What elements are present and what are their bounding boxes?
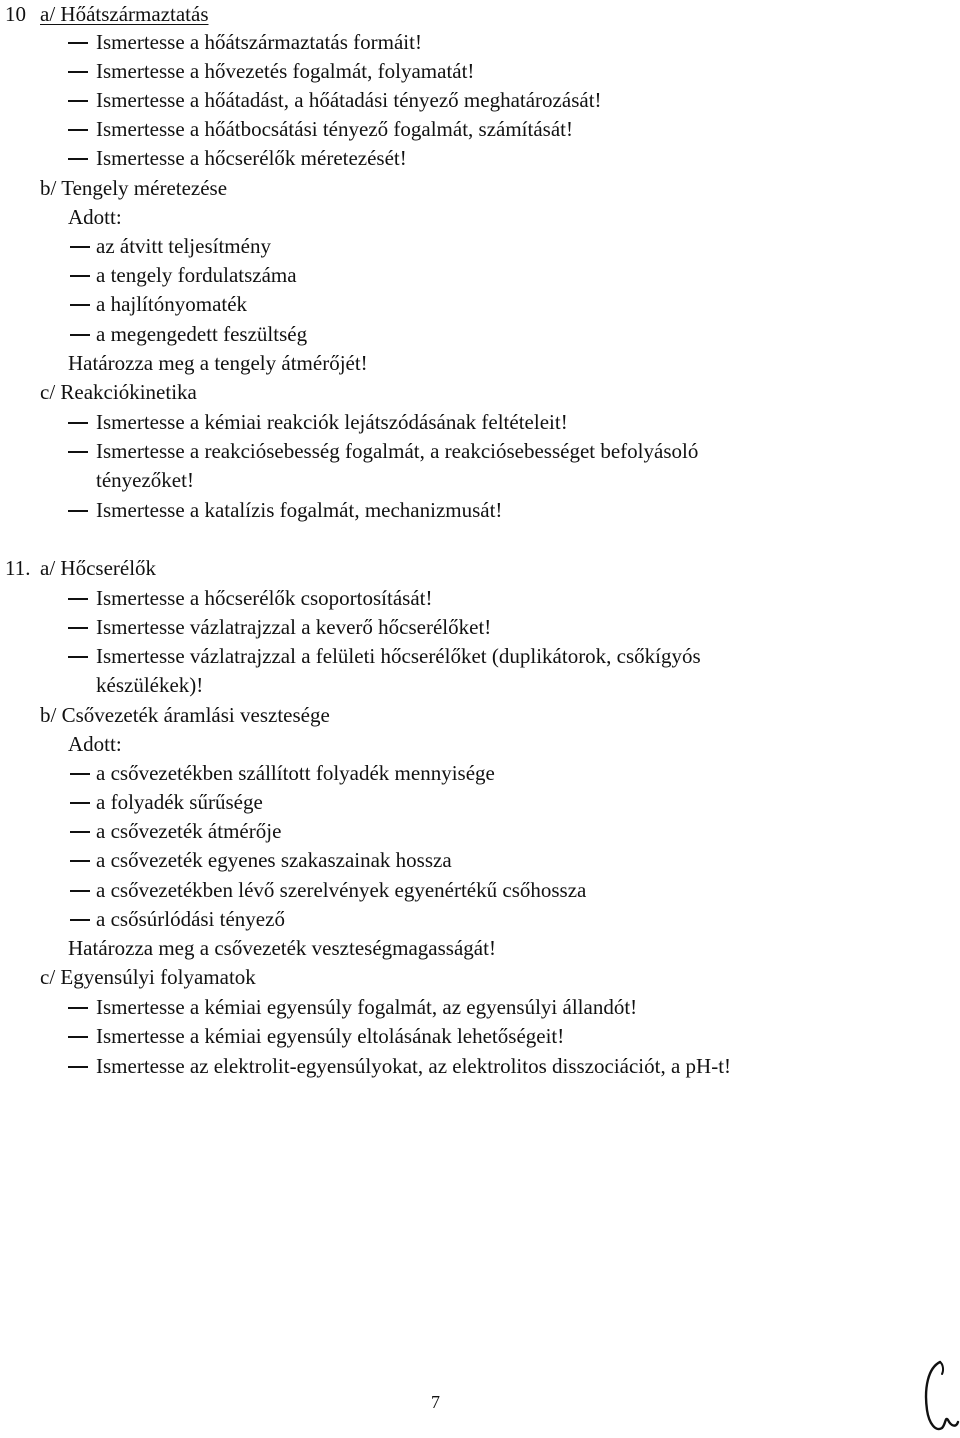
list-item: a megengedett feszültség (96, 322, 308, 346)
dash-bullet (68, 510, 88, 512)
list-item: Ismertesse a hőátbocsátási tényező fogalmát, számítását! (96, 117, 573, 141)
section-heading-10a: a/ Hőátszármaztatás (40, 2, 209, 26)
list-item: a tengely fordulatszáma (96, 263, 297, 287)
section-heading-10c: c/ Reakciókinetika (40, 380, 197, 404)
task-text: Határozza meg a tengely átmérőjét! (68, 351, 368, 375)
dash-bullet (68, 422, 88, 424)
dash-bullet (68, 1036, 88, 1038)
list-item: a csővezetékben szállított folyadék mennyisége (96, 761, 495, 785)
list-item-continuation: tényezőket! (96, 468, 194, 492)
list-item: Ismertesse a hőcserélők méretezését! (96, 146, 407, 170)
dash-bullet (68, 100, 88, 102)
dash-bullet (68, 451, 88, 453)
question-number-11: 11. (5, 556, 31, 580)
list-item: Ismertesse a kémiai reakciók lejátszódásának feltételeit! (96, 410, 568, 434)
section-heading-10b: b/ Tengely méretezése (40, 176, 228, 200)
list-item: Ismertesse a hőátszármaztatás formáit! (96, 30, 422, 54)
list-item: a csősúrlódási tényező (96, 907, 285, 931)
list-item: Ismertesse a kémiai egyensúly eltolásának lehetőségeit! (96, 1024, 565, 1048)
list-item: Ismertesse az elektrolit-egyensúlyokat, az elektrolitos disszociációt, a pH-t! (96, 1054, 732, 1078)
dash-bullet (70, 831, 90, 833)
dash-bullet (70, 860, 90, 862)
dash-bullet (70, 919, 90, 921)
section-heading-11c: c/ Egyensúlyi folyamatok (40, 965, 256, 989)
dash-bullet (68, 598, 88, 600)
dash-bullet (68, 129, 88, 131)
list-item: a csővezeték egyenes szakaszainak hossza (96, 848, 452, 872)
dash-bullet (70, 890, 90, 892)
list-item: Ismertesse vázlatrajzzal a felületi hőcserélőket (duplikátorok, csőkígyós (96, 644, 701, 668)
list-item-continuation: készülékek)! (96, 673, 204, 697)
dash-bullet (70, 246, 90, 248)
section-heading-11b: b/ Csővezeték áramlási vesztesége (40, 703, 330, 727)
dash-bullet (68, 1066, 88, 1068)
dash-bullet (68, 656, 88, 658)
list-item: a csővezetékben lévő szerelvények egyenértékű csőhossza (96, 878, 587, 902)
list-item: Ismertesse a hővezetés fogalmát, folyamatát! (96, 59, 475, 83)
list-item: Ismertesse a kémiai egyensúly fogalmát, az egyensúlyi állandót! (96, 995, 638, 1019)
dash-bullet (70, 275, 90, 277)
list-item: a hajlítónyomaték (96, 292, 248, 316)
dash-bullet (70, 802, 90, 804)
dash-bullet (68, 627, 88, 629)
question-number-10: 10 (5, 2, 26, 26)
section-heading-11a: a/ Hőcserélők (40, 556, 157, 580)
task-text: Határozza meg a csővezeték veszteségmagasságát! (68, 936, 496, 960)
list-item: az átvitt teljesítmény (96, 234, 271, 258)
given-label: Adott: (68, 732, 122, 756)
page-number: 7 (431, 1392, 440, 1412)
list-item: Ismertesse vázlatrajzzal a keverő hőcserélőket! (96, 615, 492, 639)
dash-bullet (70, 334, 90, 336)
list-item: a folyadék sűrűsége (96, 790, 263, 814)
dash-bullet (68, 71, 88, 73)
dash-bullet (68, 158, 88, 160)
list-item: Ismertesse a reakciósebesség fogalmát, a reakciósebességet befolyásoló (96, 439, 699, 463)
dash-bullet (70, 773, 90, 775)
given-label: Adott: (68, 205, 122, 229)
list-item: Ismertesse a hőátadást, a hőátadási tényező meghatározását! (96, 88, 602, 112)
dash-bullet (68, 1007, 88, 1009)
dash-bullet (70, 304, 90, 306)
dash-bullet (68, 42, 88, 44)
list-item: a csővezeték átmérője (96, 819, 282, 843)
list-item: Ismertesse a katalízis fogalmát, mechanizmusát! (96, 498, 503, 522)
list-item: Ismertesse a hőcserélők csoportosítását! (96, 586, 433, 610)
handwritten-initial-signature (918, 1358, 960, 1436)
